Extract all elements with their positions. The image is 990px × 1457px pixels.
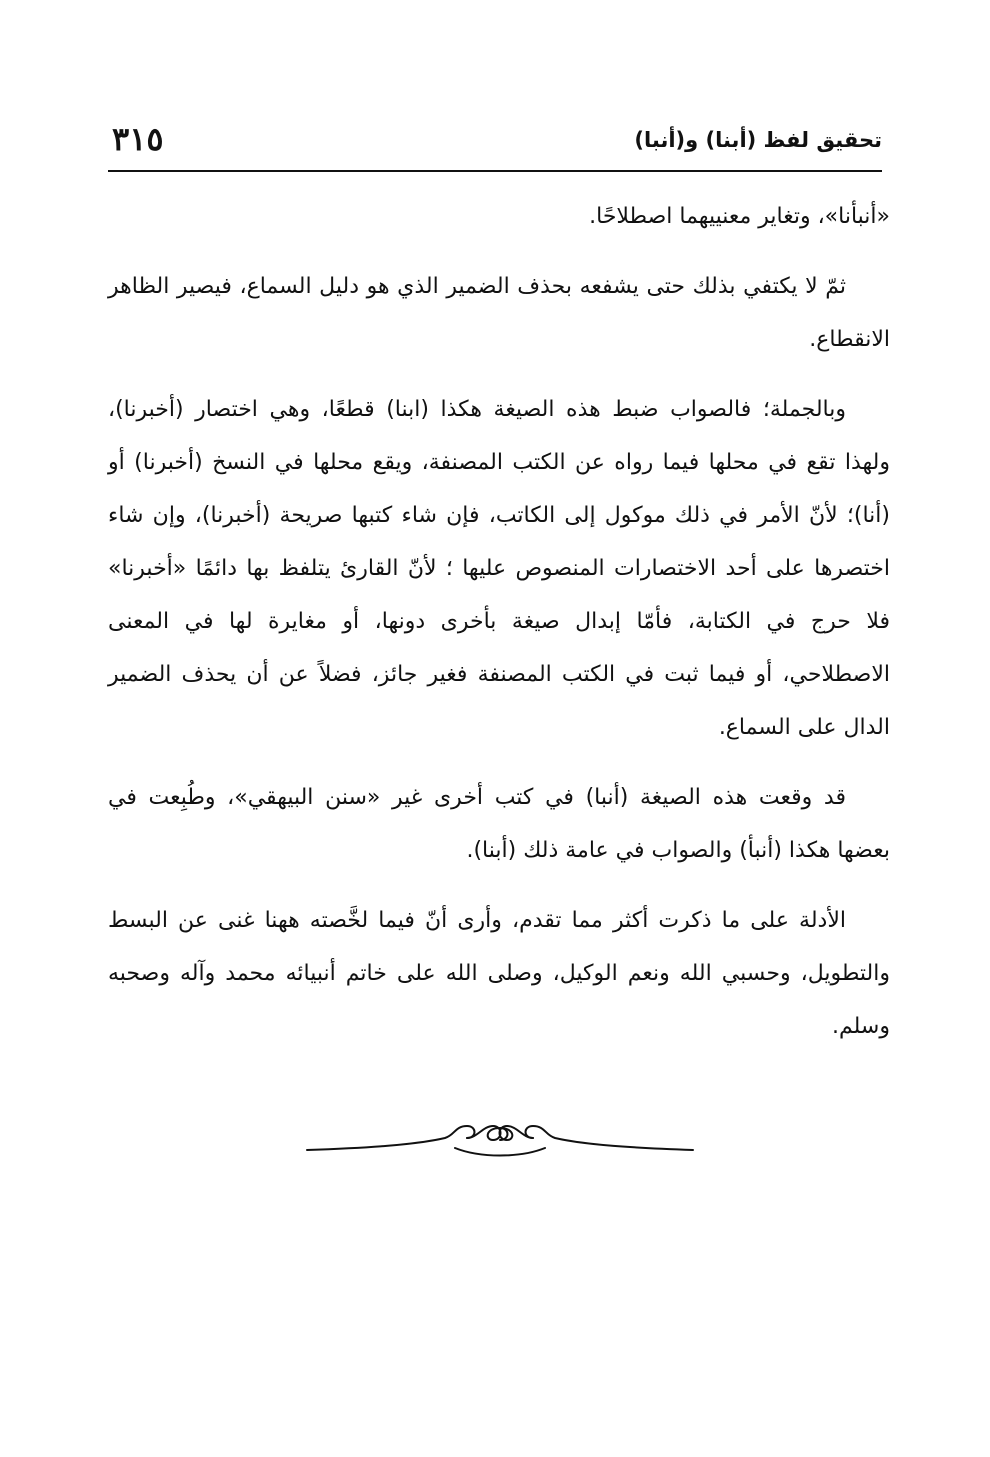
- end-flourish-icon: [305, 1118, 695, 1168]
- page-header: [108, 118, 882, 170]
- paragraph: ثمّ لا يكتفي بذلك حتى يشفعه بحذف الضمير الذي هو دليل السماع، فيصير الظاهر الانقطاع.: [108, 274, 890, 352]
- body-text: [108, 190, 890, 1070]
- paragraph: قد وقعت هذه الصيغة (أنبا) في كتب أخرى غير «سنن البيهقي»، وطُبِعت في بعضها هكذا (أنبأ) والصواب في عامة ذلك (أبنا).: [108, 785, 890, 863]
- header-rule: [108, 170, 882, 172]
- paragraph: «أنبأنا»، وتغاير معنييهما اصطلاحًا.: [589, 204, 890, 229]
- page-number: ٣١٥: [112, 120, 164, 158]
- paragraph: الأدلة على ما ذكرت أكثر مما تقدم، وأرى أنّ فيما لخَّصته ههنا غنى عن البسط والتطويل، وحسبي الله ونعم الوكيل، وصلى الله على خاتم أنبيائه محمد وآله وصحبه وسلم.: [108, 908, 890, 1039]
- running-title: تحقيق لفظ (أبنا) و(أنبا): [634, 128, 882, 152]
- paragraph: وبالجملة؛ فالصواب ضبط هذه الصيغة هكذا (ابنا) قطعًا، وهي اختصار (أخبرنا)، ولهذا تقع في محلها فيما رواه عن الكتب المصنفة، ويقع محلها في النسخ (أخبرنا) أو (أنا)؛ لأنّ الأمر في ذلك موكول إلى الكاتب، فإن شاء كتبها صريحة (أخبرنا)، وإن شاء اختصرها على أحد الاختصارات المنصوص عليها ؛ لأنّ القارئ يتلفظ بها دائمًا «أخبرنا» فلا حرج في الكتابة، فأمّا إبدال صيغة بأخرى دونها، أو مغايرة لها في المعنى الاصطلاحي، أو فيما ثبت في الكتب المصنفة فغير جائز، فضلاً عن أن يحذف الضمير الدال على السماع.: [108, 397, 890, 740]
